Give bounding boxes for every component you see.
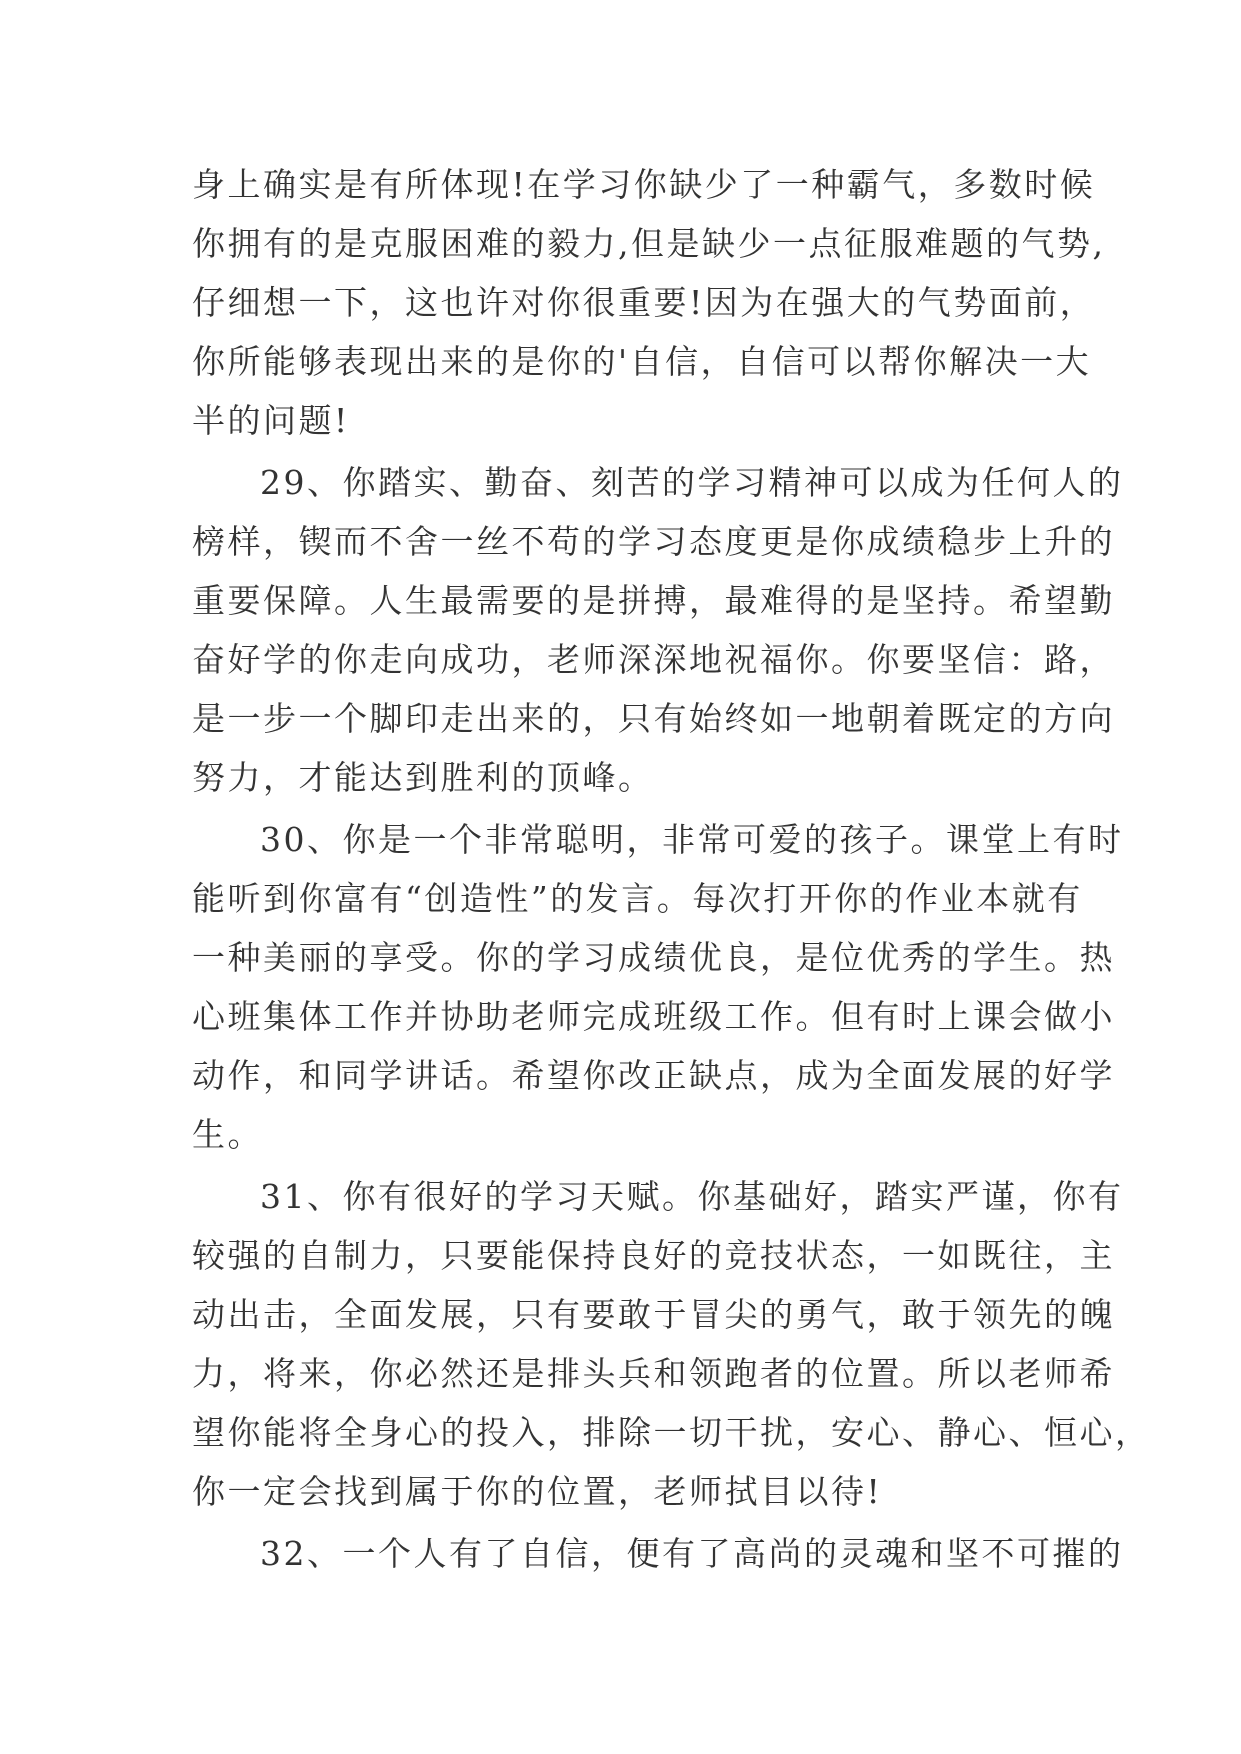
text-line: 是一步一个脚印走出来的，只有始终如一地朝着既定的方向 [192, 699, 1115, 738]
text-line: 能听到你富有“创造性”的发言。每次打开你的作业本就有 [192, 879, 1083, 918]
paragraph-29-first-line: 29、你踏实、勤奋、刻苦的学习精神可以成为任何人的 [260, 463, 1124, 502]
text-line: 身上确实是有所体现!在学习你缺少了一种霸气，多数时候 [192, 165, 1096, 204]
text-line: 动作，和同学讲话。希望你改正缺点，成为全面发展的好学 [192, 1056, 1115, 1095]
text-line: 奋好学的你走向成功，老师深深地祝福你。你要坚信：路， [192, 640, 1115, 679]
text-line: 较强的自制力，只要能保持良好的竞技状态，一如既往，主 [192, 1236, 1115, 1275]
text-line: 望你能将全身心的投入，排除一切干扰，安心、静心、恒心， [192, 1413, 1151, 1452]
text-line: 半的问题! [192, 401, 350, 440]
text-line: 你一定会找到属于你的位置，老师拭目以待! [192, 1472, 883, 1511]
text-line: 努力，才能达到胜利的顶峰。 [192, 758, 654, 797]
text-line: 你拥有的是克服困难的毅力,但是缺少一点征服难题的气势, [192, 224, 1106, 263]
text-line: 榜样，锲而不舍一丝不苟的学习态度更是你成绩稳步上升的 [192, 522, 1115, 561]
document-body [192, 155, 1151, 1583]
text-line: 你所能够表现出来的是你的'自信，自信可以帮你解决一大 [192, 342, 1092, 381]
text-line: 动出击，全面发展，只有要敢于冒尖的勇气，敢于领先的魄 [192, 1295, 1115, 1334]
text-line: 重要保障。人生最需要的是拼搏，最难得的是坚持。希望勤 [192, 581, 1115, 620]
paragraph-31-first-line: 31、你有很好的学习天赋。你基础好，踏实严谨，你有 [260, 1177, 1124, 1216]
paragraph-30-first-line: 30、你是一个非常聪明，非常可爱的孩子。课堂上有时 [260, 820, 1124, 859]
text-line: 一种美丽的享受。你的学习成绩优良，是位优秀的学生。热 [192, 938, 1115, 977]
text-line: 生。 [192, 1115, 263, 1154]
text-line: 心班集体工作并协助老师完成班级工作。但有时上课会做小 [192, 997, 1115, 1036]
text-line: 力，将来，你必然还是排头兵和领跑者的位置。所以老师希 [192, 1354, 1115, 1393]
paragraph-32-first-line: 32、一个人有了自信，便有了高尚的灵魂和坚不可摧的 [260, 1534, 1124, 1573]
text-line: 仔细想一下，这也许对你很重要!因为在强大的气势面前， [192, 283, 1096, 322]
